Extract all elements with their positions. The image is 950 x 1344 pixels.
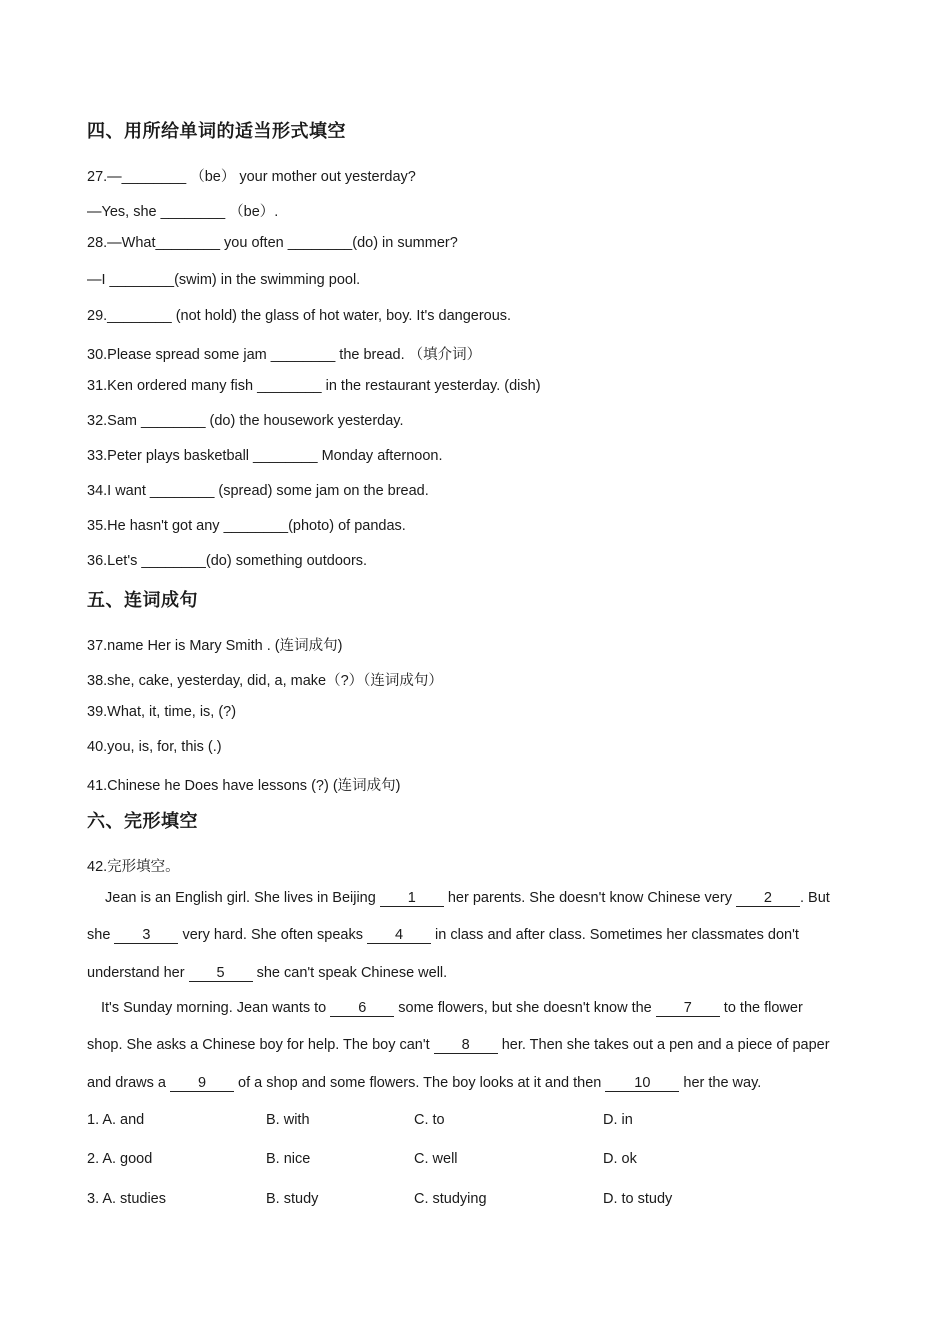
question-39: 39.What, it, time, is, (?) <box>87 704 237 720</box>
passage-text: to the flower <box>719 1000 803 1016</box>
option-2-c: C. well <box>414 1151 458 1167</box>
question-34: 34.I want ________ (spread) some jam on the bread. <box>87 483 429 499</box>
passage-text: understand her <box>87 965 189 981</box>
passage-text: . But <box>799 890 830 906</box>
question-42-title: 42.完形填空。 <box>87 859 180 875</box>
passage-line <box>87 1037 830 1054</box>
question-32: 32.Sam ________ (do) the housework yesterday. <box>87 413 404 429</box>
blank-2: 2 <box>736 891 800 907</box>
passage-text: some flowers, but she doesn't know the <box>394 1000 656 1016</box>
passage-text: shop. She asks a Chinese boy for help. The boy can't <box>87 1037 434 1053</box>
question-40: 40.you, is, for, this (.) <box>87 739 222 755</box>
option-3-c: C. studying <box>414 1191 487 1207</box>
question-27b: —Yes, she ________ （be）. <box>87 204 279 220</box>
question-30: 30.Please spread some jam ________ the bread. （填介词） <box>87 347 482 363</box>
question-37: 37.name Her is Mary Smith . (连词成句) <box>87 638 343 654</box>
option-2-b: B. nice <box>266 1151 311 1167</box>
passage-text: and draws a <box>87 1075 171 1091</box>
passage-text: her parents. She doesn't know Chinese very <box>443 890 736 906</box>
question-41: 41.Chinese he Does have lessons (?) (连词成句) <box>87 778 401 794</box>
question-31: 31.Ken ordered many fish ________ in the restaurant yesterday. (dish) <box>87 378 541 394</box>
option-1-a: 1. A. and <box>87 1112 145 1128</box>
passage-line <box>87 1075 761 1092</box>
blank-8: 8 <box>434 1038 498 1054</box>
question-38: 38.she, cake, yesterday, did, a, make（?）（连词成句） <box>87 673 443 689</box>
passage-line <box>105 890 830 907</box>
passage-text: she <box>87 927 115 943</box>
section-5-title: 五、连词成句 <box>87 590 198 611</box>
passage-text: in class and after class. Sometimes her classmates don't <box>431 927 799 943</box>
option-1-b: B. with <box>266 1112 310 1128</box>
passage-line <box>87 927 799 944</box>
question-35: 35.He hasn't got any ________(photo) of pandas. <box>87 518 406 534</box>
blank-9: 9 <box>170 1076 234 1092</box>
question-28b: —I ________(swim) in the swimming pool. <box>87 272 361 288</box>
passage-text: her the way. <box>679 1075 762 1091</box>
passage-text: very hard. She often speaks <box>178 927 368 943</box>
blank-4: 4 <box>367 928 431 944</box>
option-2-d: D. ok <box>603 1151 637 1167</box>
passage-text: It's Sunday morning. Jean wants to <box>101 1000 331 1016</box>
blank-1: 1 <box>380 891 444 907</box>
section-6-title: 六、完形填空 <box>87 811 198 832</box>
question-27a: 27.—________ （be） your mother out yesterday? <box>87 169 416 185</box>
passage-text: she can't speak Chinese well. <box>252 965 448 981</box>
option-1-c: C. to <box>414 1112 445 1128</box>
blank-3: 3 <box>114 928 178 944</box>
blank-7: 7 <box>656 1001 720 1017</box>
section-4-title: 四、用所给单词的适当形式填空 <box>87 121 346 142</box>
question-28a: 28.—What________ you often ________(do) in summer? <box>87 235 458 251</box>
option-1-d: D. in <box>603 1112 633 1128</box>
passage-line <box>101 1000 803 1017</box>
passage-text: of a shop and some flowers. The boy looks at it and then <box>234 1075 606 1091</box>
blank-5: 5 <box>189 966 253 982</box>
blank-10: 10 <box>605 1076 679 1092</box>
option-3-a: 3. A. studies <box>87 1191 166 1207</box>
question-29: 29.________ (not hold) the glass of hot water, boy. It's dangerous. <box>87 308 512 324</box>
option-2-a: 2. A. good <box>87 1151 153 1167</box>
option-3-b: B. study <box>266 1191 319 1207</box>
question-36: 36.Let's ________(do) something outdoors. <box>87 553 368 569</box>
blank-6: 6 <box>330 1001 394 1017</box>
question-33: 33.Peter plays basketball ________ Monday afternoon. <box>87 448 443 464</box>
passage-line <box>87 965 447 982</box>
passage-text: Jean is an English girl. She lives in Beijing <box>105 890 380 906</box>
passage-text: her. Then she takes out a pen and a piece of paper <box>497 1037 830 1053</box>
option-3-d: D. to study <box>603 1191 673 1207</box>
